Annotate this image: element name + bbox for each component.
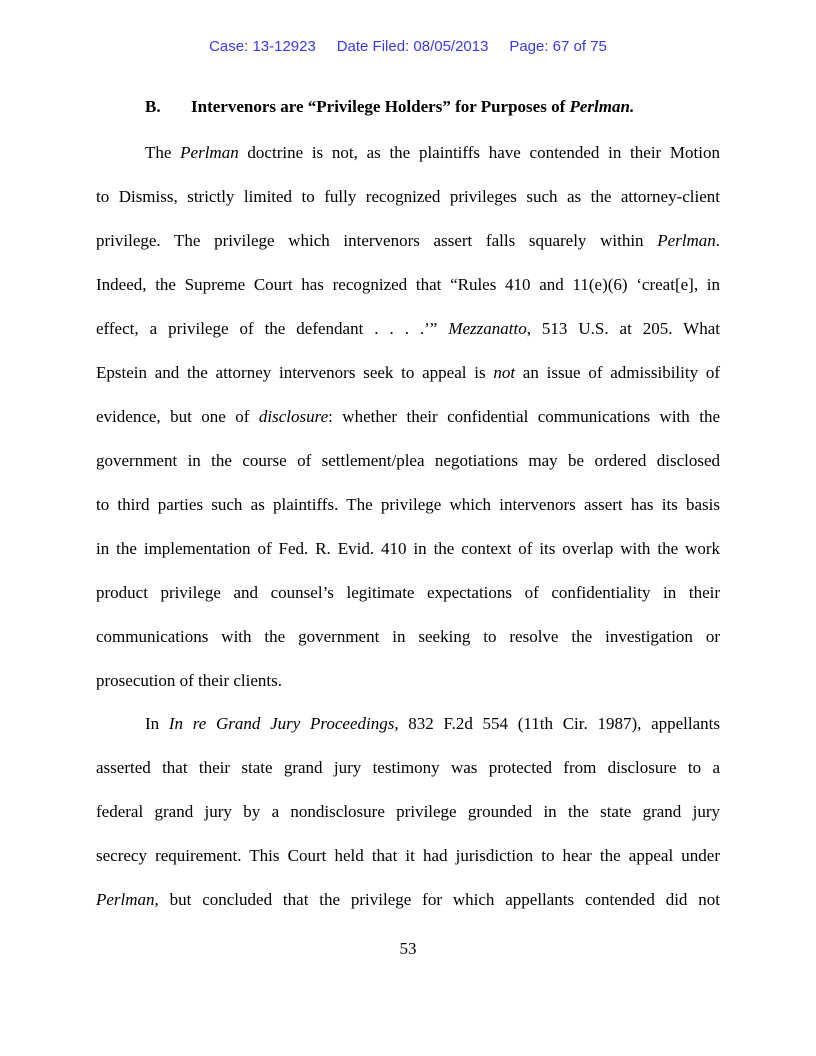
- text-line: to third parties such as plaintiffs. The privilege which intervenors assert has its basis: [96, 495, 720, 514]
- text-line: privilege. The privilege which intervenors assert falls squarely within Perlman.: [96, 231, 720, 250]
- section-heading: [145, 97, 634, 117]
- case-number: Case: 13-12923: [209, 38, 316, 55]
- text-line: Epstein and the attorney intervenors seek to appeal is not an issue of admissibility of: [96, 363, 720, 382]
- filing-header: [0, 38, 816, 55]
- text-line: government in the course of settlement/plea negotiations may be ordered disclosed: [96, 451, 720, 470]
- text-line: communications with the government in seeking to resolve the investigation or: [96, 627, 720, 646]
- section-letter: B.: [145, 97, 161, 116]
- text-line: Indeed, the Supreme Court has recognized that “Rules 410 and 11(e)(6) ‘creat[e], in: [96, 275, 720, 294]
- date-filed: Date Filed: 08/05/2013: [336, 38, 489, 55]
- text-line: evidence, but one of disclosure: whether their confidential communications with the: [96, 407, 720, 426]
- page-number: 53: [399, 939, 417, 958]
- text-line: product privilege and counsel’s legitimate expectations of confidentiality in their: [96, 583, 720, 602]
- text-line: secrecy requirement. This Court held that it had jurisdiction to hear the appeal under: [96, 846, 720, 865]
- text-line: The Perlman doctrine is not, as the plaintiffs have contended in their Motion: [145, 143, 720, 162]
- text-line: In In re Grand Jury Proceedings, 832 F.2d 554 (11th Cir. 1987), appellants: [145, 714, 720, 733]
- text-line: asserted that their state grand jury testimony was protected from disclosure to a: [96, 758, 720, 777]
- text-line: Perlman, but concluded that the privilege for which appellants contended did not: [96, 890, 720, 909]
- section-title-italic: Perlman.: [569, 97, 635, 116]
- text-line: prosecution of their clients.: [96, 671, 283, 690]
- text-line: to Dismiss, strictly limited to fully recognized privileges such as the attorney-client: [96, 187, 720, 206]
- text-line: effect, a privilege of the defendant . . . .’” Mezzanatto, 513 U.S. at 205. What: [96, 319, 720, 338]
- text-line: in the implementation of Fed. R. Evid. 410 in the context of its overlap with the work: [96, 539, 720, 558]
- page-indicator: Page: 67 of 75: [509, 38, 607, 55]
- text-line: federal grand jury by a nondisclosure privilege grounded in the state grand jury: [96, 802, 720, 821]
- section-title: Intervenors are “Privilege Holders” for Purposes of: [191, 97, 570, 116]
